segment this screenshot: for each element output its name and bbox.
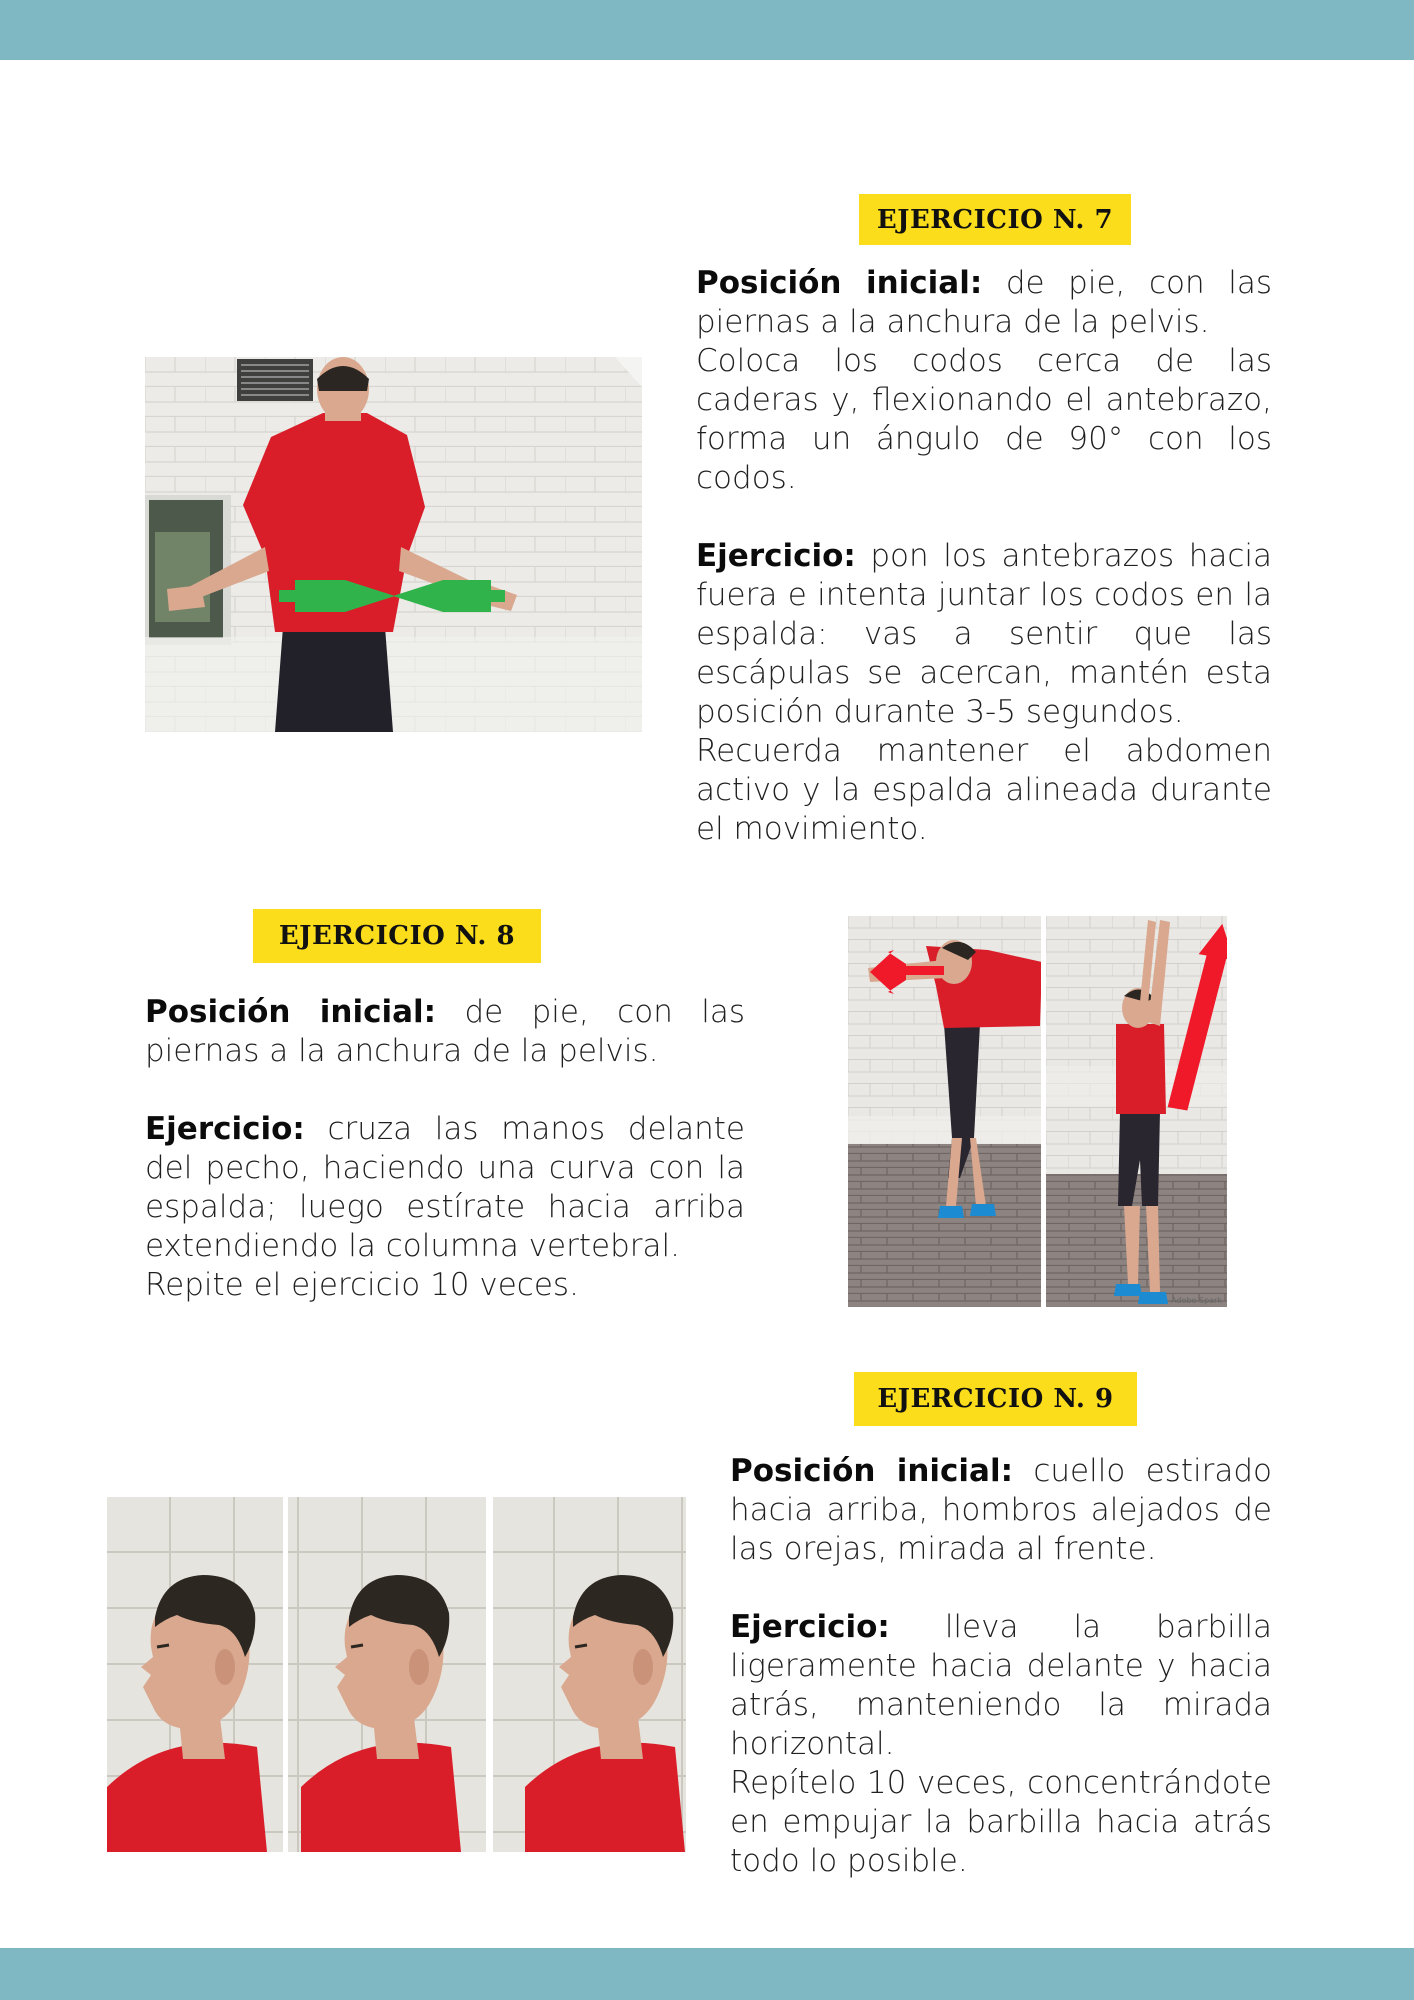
exercise-9-text	[730, 1452, 1272, 1881]
exercise-8-title: EJERCICIO N. 8	[278, 921, 516, 951]
photo-neck-forward	[288, 1497, 486, 1852]
exercise-9-badge	[854, 1372, 1137, 1426]
photo-credit: Adobe Spark	[1171, 1296, 1222, 1305]
exercise-7-title: EJERCICIO N. 7	[876, 204, 1114, 235]
exercise-7-start-position: Posición inicial: de pie, con las piernas a la anchura de la pelvis.	[696, 265, 1272, 340]
exercise-7-badge	[859, 194, 1131, 245]
exercise-8-photo	[848, 916, 1227, 1307]
exercise-9-title: EJERCICIO N. 9	[877, 1384, 1114, 1414]
exercise-7-setup: Coloca los codos cerca de las caderas y, flexionando el antebrazo, forma un ángulo de 90° con los codos.	[696, 343, 1272, 496]
exercise-7-text	[696, 264, 1272, 849]
exercise-8-badge	[253, 909, 541, 963]
photo-stretch-up	[1046, 916, 1227, 1307]
photo-neck-neutral	[107, 1497, 283, 1852]
exercise-8-start-position: Posición inicial: de pie, con las piernas a la anchura de la pelvis.	[145, 994, 745, 1069]
photo-neck-retracted	[493, 1497, 686, 1852]
exercise-8-instruction: Ejercicio: cruza las manos delante del pecho, haciendo una curva con la espalda; luego estírate hacia arriba extendiendo la columna vertebral.	[145, 1111, 745, 1264]
exercise-7-photo	[145, 357, 642, 732]
exercise-9-instruction: Ejercicio: lleva la barbilla ligeramente hacia delante y hacia atrás, manteniendo la mirada horizontal.	[730, 1609, 1272, 1762]
exercise-9-start-position: Posición inicial: cuello estirado hacia arriba, hombros alejados de las orejas, mirada al frente.	[730, 1453, 1272, 1567]
photo-bend-forward	[848, 916, 1042, 1307]
vent-grille	[237, 359, 313, 401]
bottom-band	[0, 1948, 1414, 2000]
exercise-8-repetitions: Repite el ejercicio 10 veces.	[145, 1267, 579, 1303]
exercise-8-text	[145, 993, 745, 1305]
exercise-7-instruction: Ejercicio: pon los antebrazos hacia fuera e intenta juntar los codos en la espalda: vas a sentir que las escápulas se acercan, mantén esta posición durante 3-5 segundos.	[696, 538, 1272, 730]
top-band	[0, 0, 1414, 60]
exercise-7-reminder: Recuerda mantener el abdomen activo y la espalda alineada durante el movimiento.	[696, 733, 1272, 847]
exercise-9-photo	[107, 1497, 686, 1852]
exercise-9-repetitions: Repítelo 10 veces, concentrándote en empujar la barbilla hacia atrás todo lo posible.	[730, 1765, 1272, 1879]
window	[145, 495, 231, 645]
